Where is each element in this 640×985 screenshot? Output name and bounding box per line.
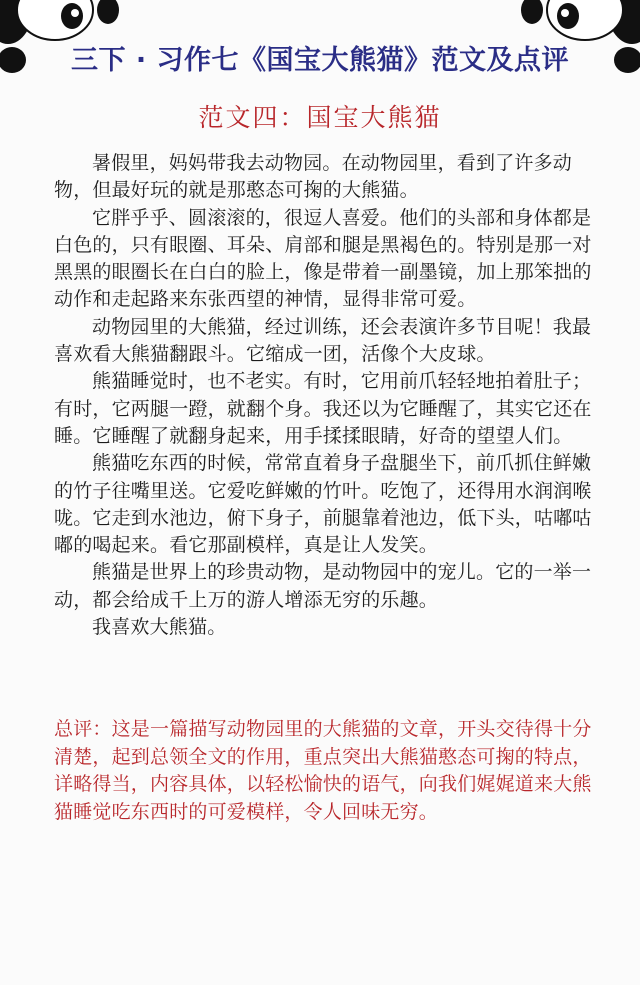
article-paragraph-5: 熊猫吃东西的时候，常常直着身子盘腿坐下，前爪抓住鲜嫩的竹子往嘴里送。它爱吃鲜嫩的竹叶。吃饱了，还得用水润润喉咙。它走到水池边，俯下身子，前腿靠着池边，低下头，咕嘟咕嘟的喝起来。看它那副模样，真是让人发笑。 xyxy=(54,452,592,557)
article-title: 范文四：国宝大熊猫 xyxy=(198,103,442,132)
article-paragraph-3: 动物园里的大熊猫，经过训练，还会表演许多节目呢！我最喜欢看大熊猫翻跟斗。它缩成一团，活像个大皮球。 xyxy=(54,315,592,366)
article-paragraph-4: 熊猫睡觉时，也不老实。有时，它用前爪轻轻地拍着肚子；有时，它两腿一蹬，就翻个身。我还以为它睡醒了，其实它还在睡。它睡醒了就翻身起来，用手揉揉眼睛，好奇的望望人们。 xyxy=(54,370,592,447)
review-text: 总评：这是一篇描写动物园里的大熊猫的文章，开头交待得十分清楚，起到总领全文的作用，重点突出大熊猫憨态可掬的特点，详略得当，内容具体，以轻松愉快的语气，向我们娓娓道来大熊猫睡觉吃东西时的可爱模样，令人回味无穷。 xyxy=(54,718,592,823)
article-paragraph-2: 它胖乎乎、圆滚滚的，很逗人喜爱。他们的头部和身体都是白色的，只有眼圈、耳朵、肩部和腿是黑褐色的。特别是那一对黑黑的眼圈长在白白的脸上，像是带着一副墨镜，加上那笨拙的动作和走起路来东张西望的神情，显得非常可爱。 xyxy=(54,206,592,311)
article-paragraph-1: 暑假里，妈妈带我去动物园。在动物园里，看到了许多动物，但最好玩的就是那憨态可掬的大熊猫。 xyxy=(54,152,573,202)
article-paragraph-6: 熊猫是世界上的珍贵动物，是动物园中的宠儿。它的一举一动，都会给成千上万的游人增添无穷的乐趣。 xyxy=(54,561,592,611)
article-body xyxy=(54,150,594,641)
review-section xyxy=(54,716,594,826)
article-paragraph-7: 我喜欢大熊猫。 xyxy=(92,616,227,639)
page-header-title: 三下 · 习作七《国宝大熊猫》范文及点评 xyxy=(70,45,570,76)
